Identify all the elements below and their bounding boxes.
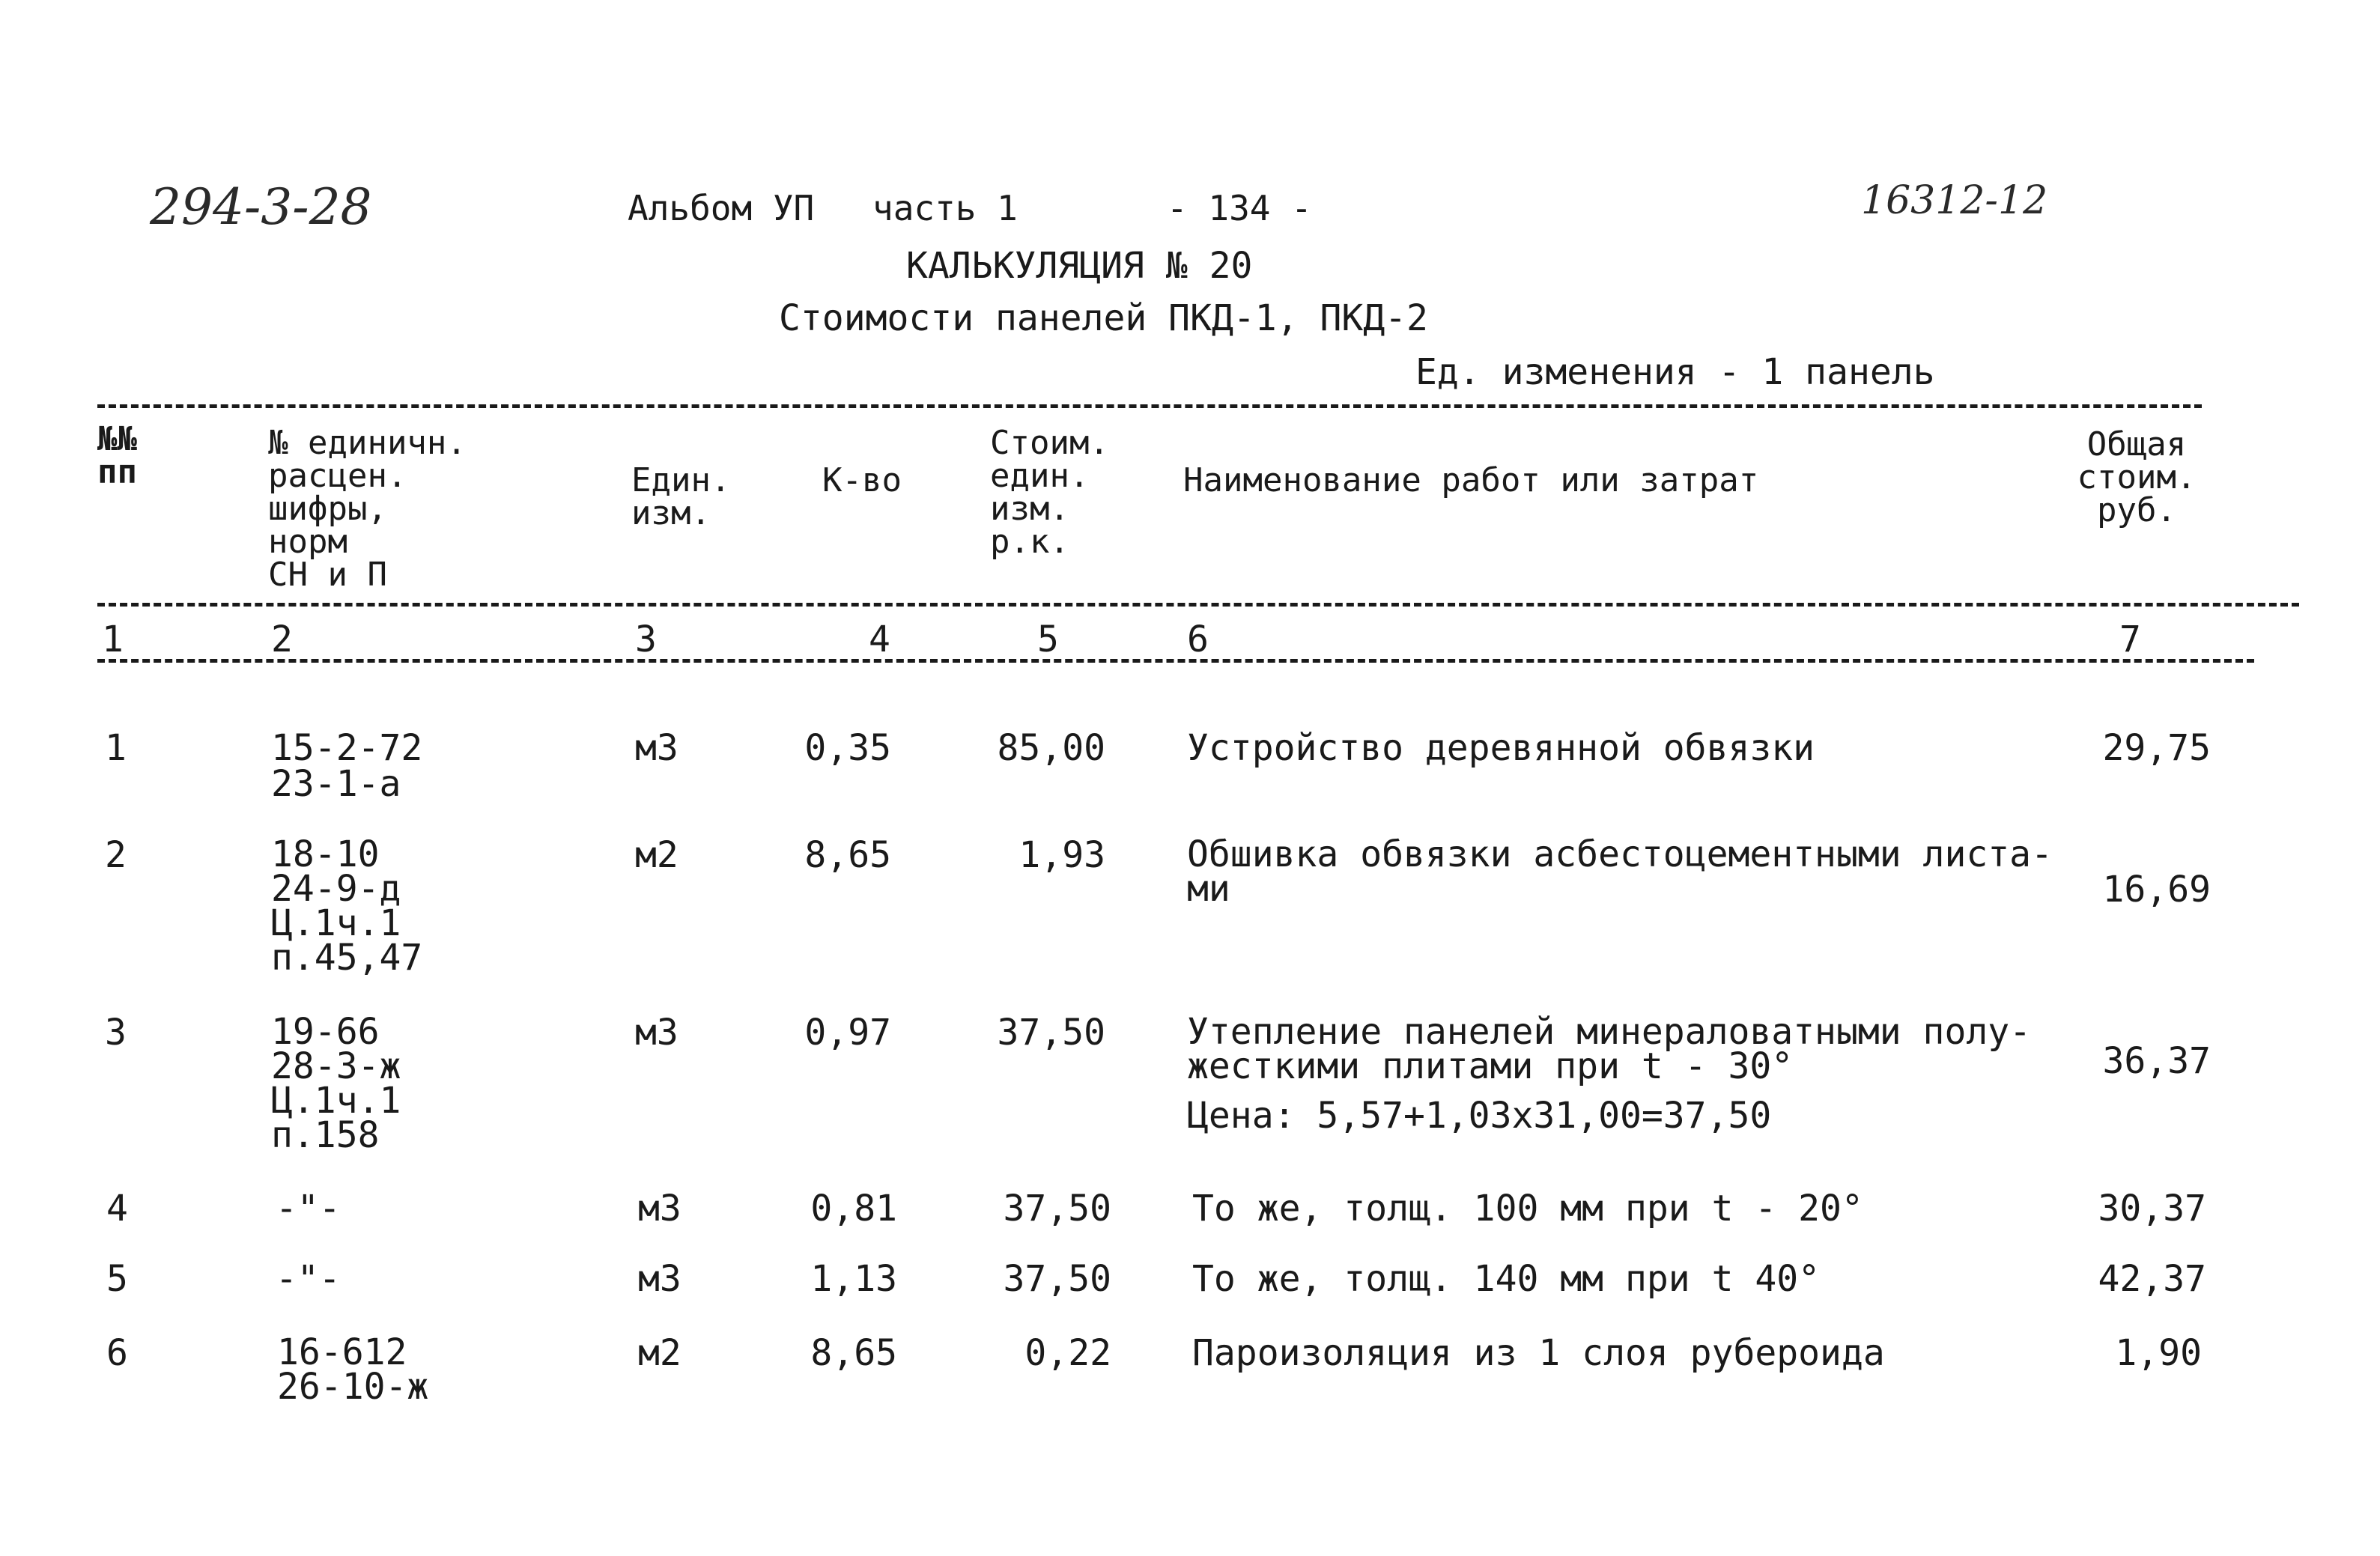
row-quantity: 1,13: [810, 1258, 897, 1300]
row-number: 3: [105, 1012, 127, 1054]
row-unit: м3: [635, 727, 679, 769]
row-unit-price: 1,93: [1019, 834, 1105, 876]
page-number: - 134 -: [1167, 188, 1312, 228]
row-code: 18-10 24-9-д Ц.1ч.1 п.45,47: [271, 833, 423, 979]
col-header-total: Общая стоим. руб.: [2077, 425, 2197, 529]
row-total: 36,37: [2102, 1040, 2211, 1082]
row-unit-price: 0,22: [1024, 1332, 1111, 1374]
col-header-qty: К-во: [822, 461, 902, 499]
row-number: 6: [106, 1332, 128, 1374]
col-number-2: 2: [271, 619, 293, 660]
row-total: 30,37: [2098, 1188, 2206, 1230]
row-work-name: Пароизоляция из 1 слоя рубероида: [1192, 1332, 1885, 1374]
row-total: 1,90: [2115, 1332, 2202, 1374]
col-number-7: 7: [2119, 619, 2141, 660]
col-header-unit: Един. изм.: [631, 461, 731, 532]
header-bottom-rule: [97, 603, 2299, 607]
row-quantity: 0,97: [804, 1012, 891, 1054]
row-work-name: Утепление панелей минераловатными полу- жесткими плитами при t - 30°: [1187, 1011, 2032, 1087]
album-label: Альбом УП: [628, 188, 815, 228]
row-unit-price: 85,00: [997, 727, 1105, 769]
row-code: 16-612 26-10-ж: [277, 1331, 429, 1408]
handwritten-code-right: 16312-12: [1861, 178, 2048, 223]
col-header-code: № единичн. расцен. шифры, норм СН и П: [268, 424, 467, 594]
row-unit: м2: [638, 1332, 681, 1374]
col-number-4: 4: [869, 619, 890, 660]
col-number-3: 3: [635, 619, 657, 660]
handwritten-code-left: 294-3-28: [150, 178, 372, 236]
row-quantity: 8,65: [804, 834, 891, 876]
row-unit-price: 37,50: [997, 1012, 1105, 1054]
row-number: 4: [106, 1188, 128, 1230]
col-number-1: 1: [102, 619, 124, 660]
part-label: часть 1: [872, 188, 1018, 228]
row-code: -"-: [276, 1188, 341, 1230]
unit-of-measure: Ед. изменения - 1 панель: [1415, 351, 1935, 393]
row-code: 19-66 28-3-ж Ц.1ч.1 п.158: [271, 1011, 401, 1156]
row-price-note: Цена: 5,57+1,03x31,00=37,50: [1187, 1095, 1772, 1137]
col-header-name: Наименование работ или затрат: [1183, 461, 1759, 499]
col-number-5: 5: [1037, 619, 1059, 660]
row-work-name: То же, толщ. 100 мм при t - 20°: [1192, 1188, 1863, 1230]
row-unit-price: 37,50: [1003, 1258, 1111, 1300]
row-work-name: То же, толщ. 140 мм при t 40°: [1192, 1258, 1821, 1300]
row-total: 16,69: [2102, 869, 2211, 911]
row-quantity: 0,35: [804, 727, 891, 769]
row-work-name: Обшивка обвязки асбестоцементными листа- ми: [1187, 833, 2053, 910]
row-number: 1: [105, 727, 127, 769]
row-quantity: 0,81: [810, 1188, 897, 1230]
row-total: 42,37: [2098, 1258, 2206, 1300]
row-work-name: Устройство деревянной обвязки: [1187, 727, 1815, 769]
calculation-subtitle: Стоимости панелей ПКД-1, ПКД-2: [779, 297, 1428, 339]
column-numbers-rule: [97, 659, 2254, 663]
col-header-price: Стоим. един. изм. р.к.: [990, 424, 1109, 561]
row-unit-price: 37,50: [1003, 1188, 1111, 1230]
row-number: 2: [105, 834, 127, 876]
row-total: 29,75: [2102, 727, 2211, 769]
col-header-number: №№ пп: [97, 420, 137, 491]
calculation-title: КАЛЬКУЛЯЦИЯ № 20: [906, 245, 1253, 287]
row-code: -"-: [276, 1258, 341, 1300]
row-unit: м3: [638, 1258, 681, 1300]
row-quantity: 8,65: [810, 1332, 897, 1374]
row-unit: м3: [638, 1188, 681, 1230]
row-unit: м3: [635, 1012, 679, 1054]
col-number-6: 6: [1187, 619, 1209, 660]
row-unit: м2: [635, 834, 679, 876]
row-code: 15-2-72 23-1-а: [271, 727, 423, 805]
table-top-rule: [97, 404, 2202, 408]
row-number: 5: [106, 1258, 128, 1300]
